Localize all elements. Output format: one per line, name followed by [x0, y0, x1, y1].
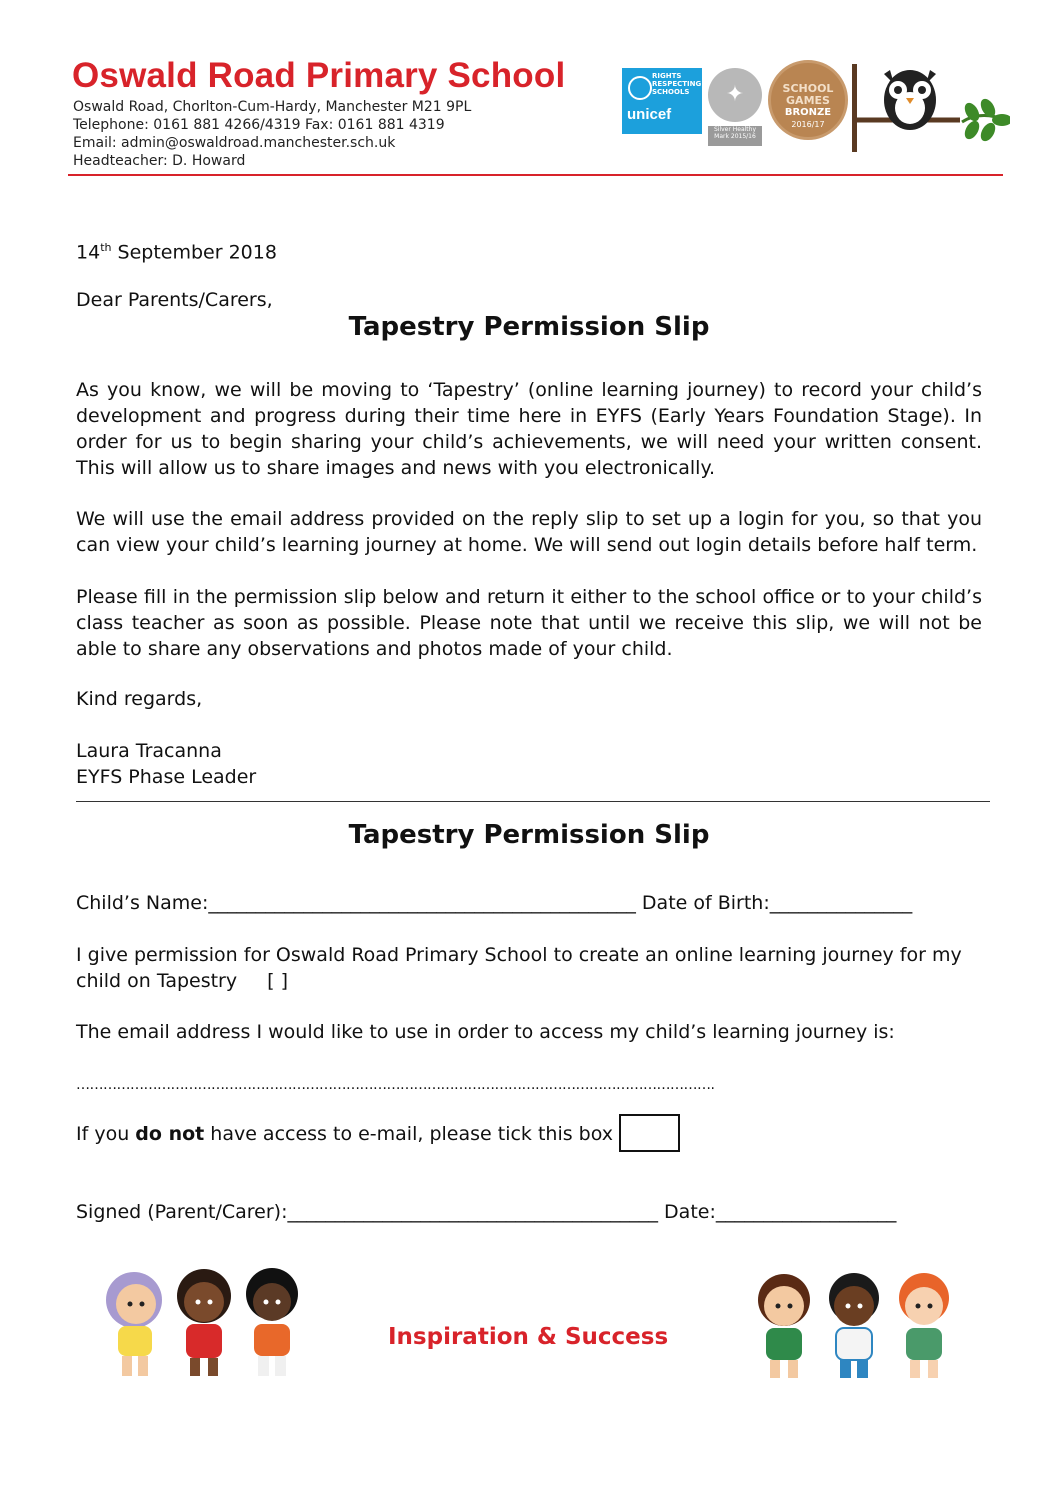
slip-title: Tapestry Permission Slip	[348, 820, 710, 850]
signature-field[interactable]: _______________________________________	[287, 1201, 658, 1223]
owl-on-branch-icon	[850, 62, 1010, 154]
dob-label: Date of Birth:	[641, 892, 770, 914]
no-email-tick-box[interactable]	[619, 1114, 680, 1152]
paragraph-2: We will use the email address provided on the reply slip to set up a login for you, so that you can view your child’s learning journey at home. We will send out login details before half term.	[76, 508, 982, 556]
closing: Kind regards,	[76, 688, 203, 710]
school-games-bronze-logo: SCHOOL GAMES BRONZE 2016/17	[768, 60, 848, 140]
email-instruction: The email address I would like to use in order to access my child’s learning journey is:	[76, 1021, 895, 1043]
dob-field[interactable]: _______________	[769, 892, 913, 914]
school-address: Oswald Road, Chorlton-Cum-Hardy, Manchester M21 9PL	[73, 99, 472, 115]
permission-checkbox[interactable]: [ ]	[267, 970, 288, 992]
signatory-name: Laura Tracanna	[76, 740, 222, 762]
letter-title: Tapestry Permission Slip	[348, 312, 710, 342]
school-email: Email: admin@oswaldroad.manchester.sch.uk	[73, 135, 396, 151]
greeting: Dear Parents/Carers,	[76, 289, 273, 311]
header-rule	[68, 174, 1003, 176]
child-name-row	[76, 890, 912, 916]
unicef-rights-respecting-logo: RIGHTS RESPECTING SCHOOLS unicef	[622, 68, 702, 134]
school-slogan: Inspiration & Success	[388, 1324, 669, 1350]
healthy-schools-logo	[708, 68, 762, 122]
letter-date: 14th September 2018	[76, 241, 277, 264]
school-telephone: Telephone: 0161 881 4266/4319 Fax: 0161 881 4319	[73, 117, 445, 133]
people-icon: ✦	[725, 82, 745, 107]
date-label: Date:	[664, 1201, 716, 1223]
signature-row	[76, 1199, 896, 1225]
child-name-field[interactable]: _____________________________________________	[208, 892, 636, 914]
child-name-label: Child’s Name:	[76, 892, 209, 914]
school-name: Oswald Road Primary School	[72, 56, 566, 95]
date-field[interactable]: ___________________	[715, 1201, 897, 1223]
healthy-mark-caption: Silver Healthy Mark 2015/16	[708, 126, 762, 146]
email-field[interactable]: …………………………………………………………………………………………………………………………….	[76, 1077, 715, 1093]
signatory-role: EYFS Phase Leader	[76, 766, 257, 788]
three-children-illustration	[96, 1266, 310, 1384]
no-email-text: If you do not have access to e-mail, please tick this box	[76, 1123, 614, 1145]
three-children-illustration-right	[748, 1268, 964, 1388]
headteacher: Headteacher: D. Howard	[73, 153, 246, 169]
paragraph-1: As you know, we will be moving to ‘Tapestry’ (online learning journey) to record your child’s development and progress during their time here in EYFS (Early Years Foundation Stage). In order for us to begin sharing your child’s achievements, we will need your written consent. This will allow us to share images and news with you electronically.	[76, 379, 982, 479]
globe-icon	[628, 76, 652, 100]
tear-off-divider	[76, 801, 990, 802]
signed-label: Signed (Parent/Carer):	[76, 1201, 288, 1223]
paragraph-3: Please fill in the permission slip below and return it either to the school office or to your child’s class teacher as soon as possible. Please note that until we receive this slip, we will not be able to share any observations and photos made of your child.	[76, 586, 982, 660]
permission-line-2: child on Tapestry [ ]	[76, 970, 288, 992]
permission-line-1: I give permission for Oswald Road Primary School to create an online learning journey for my	[76, 944, 962, 966]
